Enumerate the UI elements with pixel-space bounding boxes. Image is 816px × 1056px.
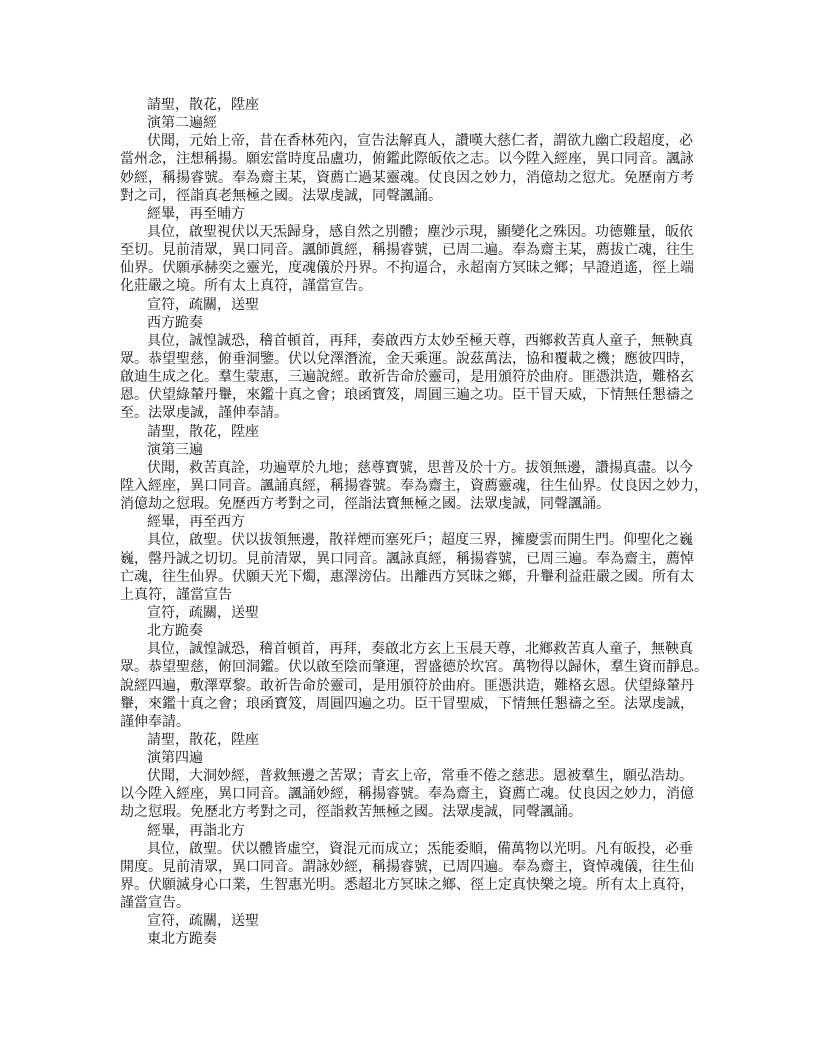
text-line: 具位，誠惶誠恐，稽首頓首，再拜，奏啟西方太妙至極天尊，西鄉救苦真人童子，無鞅真 <box>147 332 693 349</box>
text-paragraph <box>120 840 710 913</box>
text-line: 當州念，注想稱揚。願宏當時度品盧功，俯鑑此際皈依之志。以今陞入經座，異口同音。諷詠 <box>120 151 694 168</box>
text-line: 伏聞，大洞妙經，普救無邊之苦眾；青玄上帝，常垂不倦之慈悲。恩被羣生，願弘浩劫。 <box>147 768 693 785</box>
text-line: 謹伸奉請。 <box>120 713 190 730</box>
heading-line <box>120 749 710 767</box>
text-line: 具位，啟聖。伏以拔領無邊，散祥煙而塞死戶；超度三界，擁慶雲而開生門。仰聖化之巍 <box>147 532 693 549</box>
text-line: 以今陞入經座，異口同音。諷誦妙經，稱揚睿號。奉為齋主，資薦亡魂。仗良因之妙力，消億 <box>120 786 694 803</box>
heading-line <box>120 296 710 314</box>
heading-line <box>120 441 710 459</box>
text-line: 啟迪生成之化。羣生蒙惠，三遍說經。敢祈告命於靈司，是用頒符於曲府。匪憑洪造，難格玄 <box>120 369 694 386</box>
heading-line <box>120 114 710 132</box>
text-line: 開度。見前清眾，異口同音。謂詠妙經，稱揚睿號，已周四遍。奉為齋主，資悼魂儀，往生仙 <box>120 858 694 875</box>
text-paragraph <box>120 223 710 296</box>
text-paragraph <box>120 132 710 205</box>
text-line: 東北方跪奏 <box>147 931 217 948</box>
text-line: 說經四遍，敷澤覃黎。敢祈告命於靈司，是用頒符於曲府。匪憑洪造，難格玄恩。伏望綠輦丹 <box>120 677 694 694</box>
text-line: 巍，罄丹誠之切切。見前清眾，異口同音。諷詠真經，稱揚睿號，已周三遍。奉為齋主，薦悼 <box>120 550 694 567</box>
text-paragraph <box>120 767 710 821</box>
text-line: 北方跪奏 <box>147 623 203 640</box>
heading-line <box>120 423 710 441</box>
text-line: 劫之愆瑕。免歷北方考對之司，徑詣救苦無極之國。法眾虔誠，同聲諷誦。 <box>120 804 582 821</box>
text-line: 化莊嚴之境。所有太上真符，謹當宣告。 <box>120 278 372 295</box>
text-line: 界。伏願滅身心口業，生智惠光明。悉超北方冥昧之鄉、徑上定真快樂之境。所有太上真符， <box>120 877 694 894</box>
text-line: 宣符，疏關，送聖 <box>147 913 259 930</box>
heading-line <box>120 912 710 930</box>
text-line: 具位，啟聖。伏以體皆虛空，資混元而成立；炁能委順，備萬物以光明。凡有皈投，必垂 <box>147 840 693 857</box>
text-line: 請聖，散花，陞座 <box>147 97 259 113</box>
text-line: 演第二遍經 <box>147 115 217 132</box>
text-paragraph <box>120 332 710 423</box>
text-line: 經畢，再至晡方 <box>147 205 245 222</box>
text-line: 具位，誠惶誠恐，稽首頓首，再拜，奏啟北方玄上玉晨天尊，北鄉救苦真人童子，無鞅真 <box>147 641 693 658</box>
text-line: 亡魂，往生仙界。伏願天光下燭，惠澤滂佔。出離西方冥昧之鄉，升轝利益莊嚴之國。所有太 <box>120 568 694 585</box>
heading-line <box>120 96 710 114</box>
text-line: 妙經，稱揚睿號。奉為齋主某，資薦亡過某靈魂。仗良因之妙力，消億劫之愆尤。免歷南方考 <box>120 169 694 186</box>
text-line: 請聖，散花，陞座 <box>147 423 259 440</box>
heading-line <box>120 622 710 640</box>
text-line: 伏聞，救苦真詮，功遍覃於九地；慈尊寶號，思普及於十方。拔領無邊，讚揚真盡。以今 <box>147 459 693 476</box>
text-line: 仙界。伏願承赫奕之靈光，度魂儀於丹界。不拘逼合，永超南方冥昧之鄉；早證逍遙，徑上端 <box>120 260 694 277</box>
text-line: 轝，來鑑十真之會；琅函寶笈，周圓四遍之功。臣干冒聖威，下情無任懇禱之至。法眾虔誠， <box>120 695 694 712</box>
document-body <box>120 96 710 949</box>
text-line: 經畢，再至西方 <box>147 514 245 531</box>
heading-line <box>120 314 710 332</box>
text-line: 演第四遍 <box>147 750 203 767</box>
text-line: 經畢，再詣北方 <box>147 822 245 839</box>
text-line: 眾。恭望聖慈，俯垂洞鑒。伏以兌澤潛流，金天乘運。說茲萬法，協和覆載之機；應彼四時， <box>120 350 694 367</box>
text-line: 消億劫之愆瑕。免歷西方考對之司，徑詣法寶無極之國。法眾虔誠，同聲諷誦。 <box>120 496 610 513</box>
heading-line <box>120 513 710 531</box>
text-line: 至。法眾虔誠，謹伸奉請。 <box>120 405 288 422</box>
heading-line <box>120 930 710 948</box>
text-line: 眾。恭望聖慈，俯回洞鑑。伏以啟至陰而肇運，習盛德於坎宮。萬物得以歸休，羣生資而靜息。 <box>120 659 708 676</box>
text-line: 具位，啟聖視伏以天炁歸身，感自然之別體；塵沙示現，顯變化之殊因。功德難量，皈依 <box>147 223 693 240</box>
text-line: 演第三遍 <box>147 441 203 458</box>
heading-line <box>120 822 710 840</box>
text-line: 伏聞，元始上帝，昔在香林苑內，宣告法解真人，讚嘆大慈仁者，謂欲九幽亡段超度，必 <box>147 133 693 150</box>
heading-line <box>120 205 710 223</box>
text-line: 謹當宣告。 <box>120 895 190 912</box>
heading-line <box>120 604 710 622</box>
text-paragraph <box>120 531 710 604</box>
text-paragraph <box>120 459 710 513</box>
heading-line <box>120 731 710 749</box>
text-line: 上真符，謹當宣告 <box>120 586 232 603</box>
text-line: 對之司，徑詣真老無極之國。法眾虔誠，同聲諷誦。 <box>120 187 442 204</box>
text-paragraph <box>120 640 710 731</box>
text-line: 西方跪奏 <box>147 314 203 331</box>
text-line: 至切。見前清眾，異口同音。諷師眞經，稱揚睿號，已周二遍。奉為齋主某，薦拔亡魂，往生 <box>120 242 694 259</box>
text-line: 陞入經座，異口同音。諷誦真經，稱揚睿號。奉為齋主，資薦靈魂，往生仙界。仗良因之妙力， <box>120 477 708 494</box>
text-line: 請聖，散花，陞座 <box>147 731 259 748</box>
text-line: 恩。伏望綠輦丹轝，來鑑十真之會；琅函寶笈，周圓三遍之功。臣干冒天威，下情無任懇禱之 <box>120 387 694 404</box>
text-line: 宣符，疏關，送聖 <box>147 296 259 313</box>
text-line: 宣符，疏關，送聖 <box>147 604 259 621</box>
